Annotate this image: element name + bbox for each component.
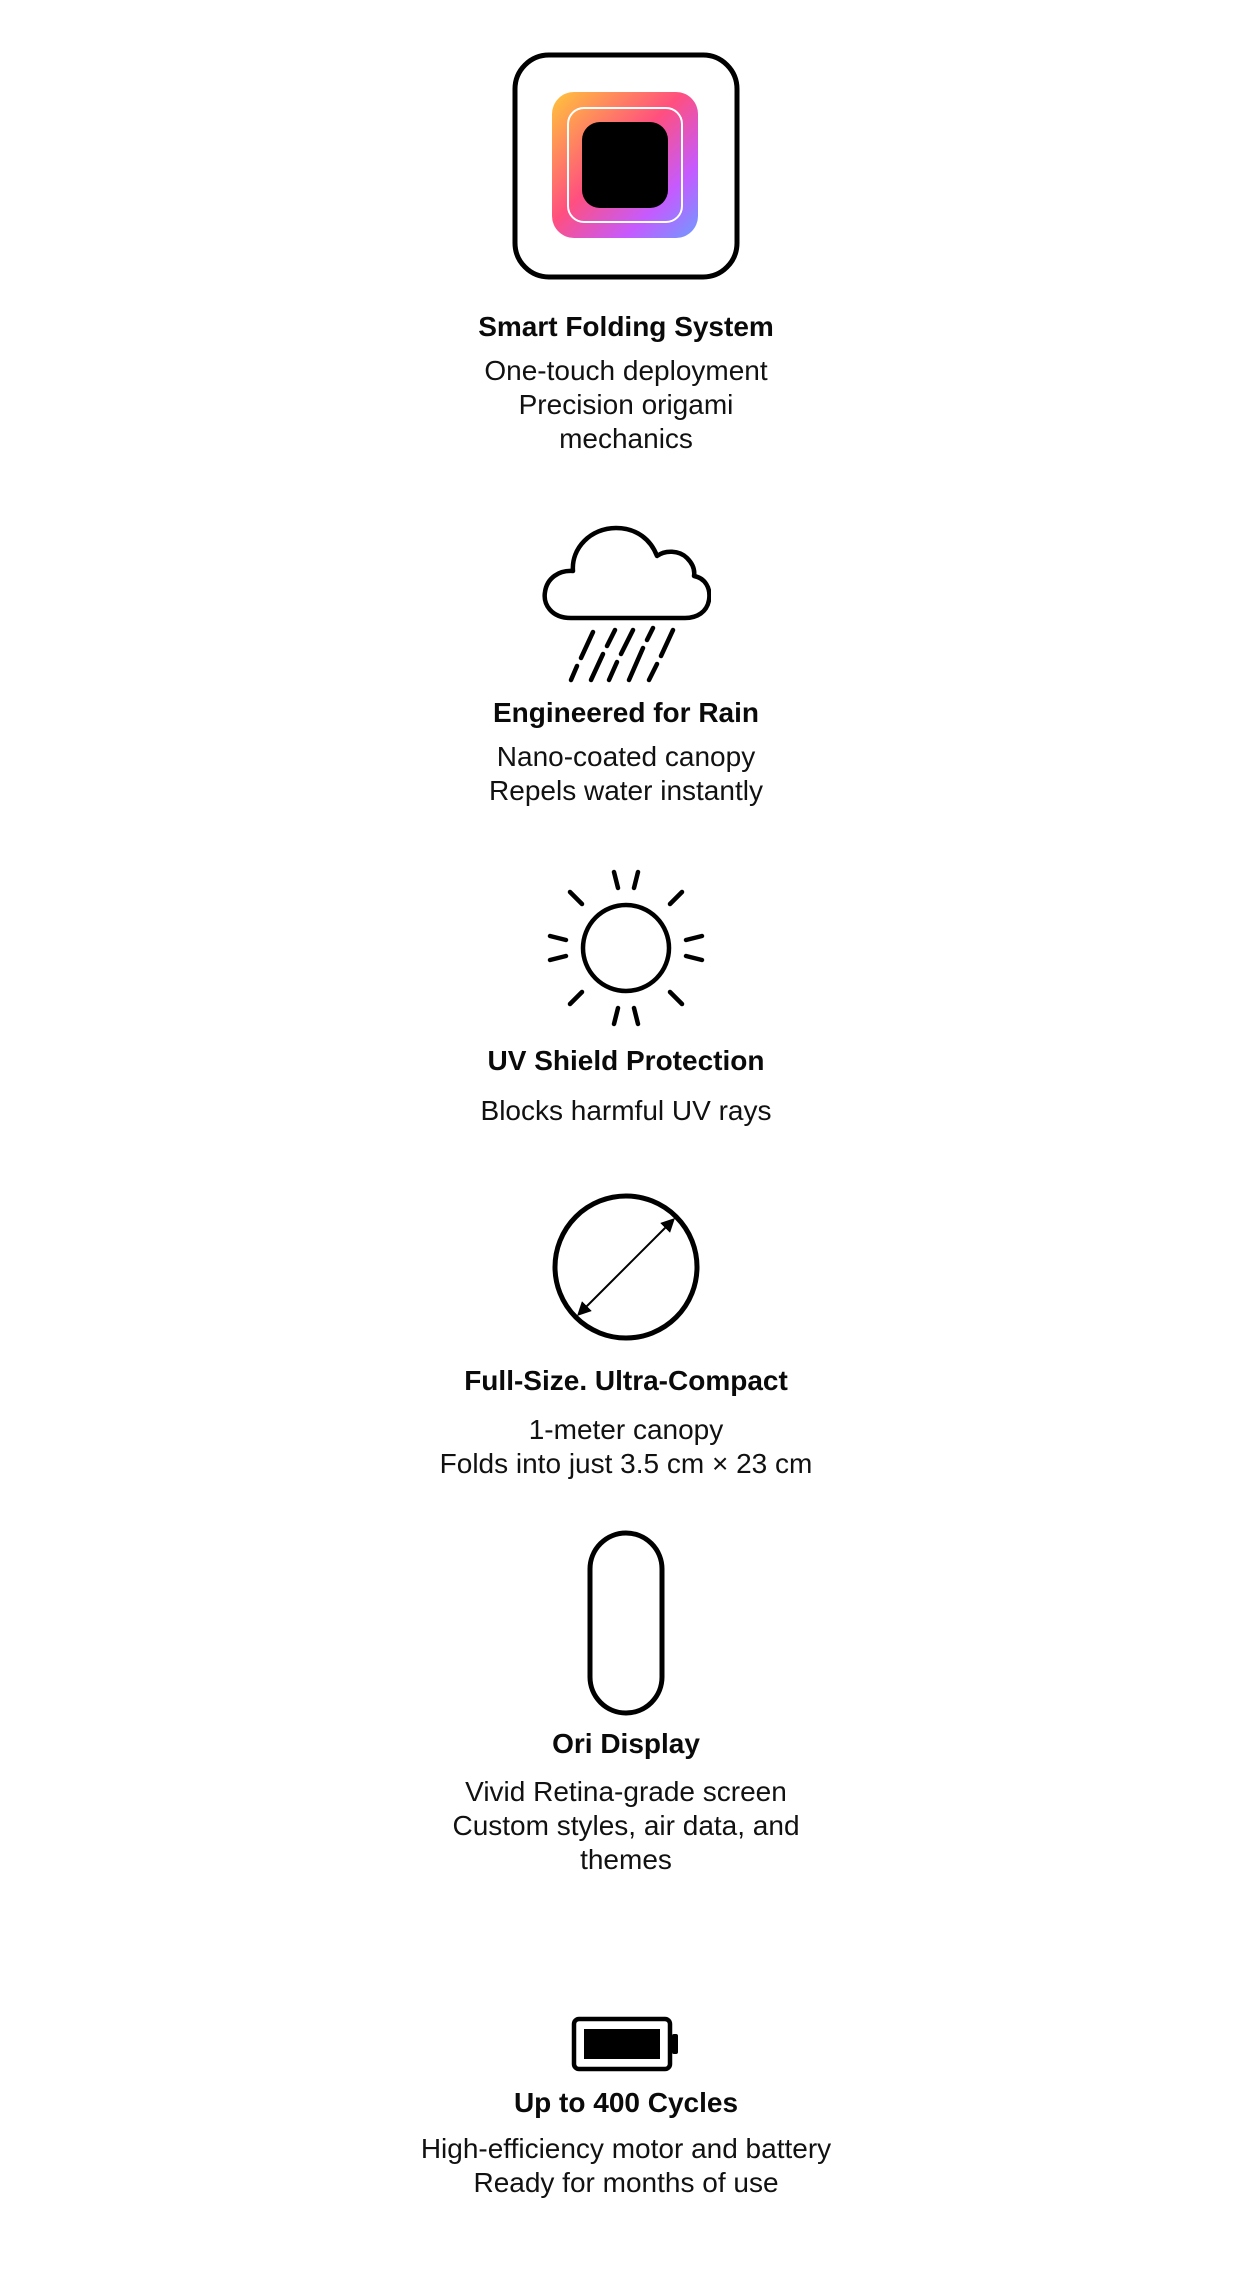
feature-line: Vivid Retina-grade screen (465, 1776, 787, 1807)
feature-title: UV Shield Protection (487, 1045, 765, 1076)
display-pill-icon (587, 1530, 665, 1716)
feature-line: Blocks harmful UV rays (480, 1095, 772, 1126)
feature-description (0, 354, 1252, 456)
battery-icon (571, 2016, 681, 2072)
feature-title: Up to 400 Cycles (513, 2087, 739, 2118)
feature-line: One-touch deployment (484, 355, 768, 386)
feature-title: Smart Folding System (478, 311, 774, 342)
sun-icon (544, 866, 708, 1030)
feature-line: Precision origami (518, 389, 734, 420)
rain-cloud-icon (541, 520, 711, 688)
feature-description (0, 1413, 1252, 1481)
diameter-circle-icon (551, 1192, 701, 1342)
feature-line: 1-meter canopy (528, 1414, 724, 1445)
feature-line: High-efficiency motor and battery (420, 2133, 832, 2164)
feature-line: mechanics (559, 423, 693, 454)
feature-line: themes (580, 1844, 672, 1875)
feature-line: Nano-coated canopy (496, 741, 756, 772)
feature-title: Ori Display (552, 1728, 700, 1759)
feature-description (0, 1775, 1252, 1877)
app-square-icon (512, 52, 740, 280)
feature-line: Repels water instantly (489, 775, 763, 806)
feature-line: Custom styles, air data, and (452, 1810, 800, 1841)
feature-description (0, 740, 1252, 808)
feature-description (0, 1094, 1252, 1128)
feature-line: Ready for months of use (473, 2167, 779, 2198)
feature-line: Folds into just 3.5 cm × 23 cm (439, 1448, 813, 1479)
feature-title: Engineered for Rain (492, 697, 760, 728)
feature-description (0, 2132, 1252, 2200)
feature-title: Full-Size. Ultra-Compact (464, 1365, 788, 1396)
